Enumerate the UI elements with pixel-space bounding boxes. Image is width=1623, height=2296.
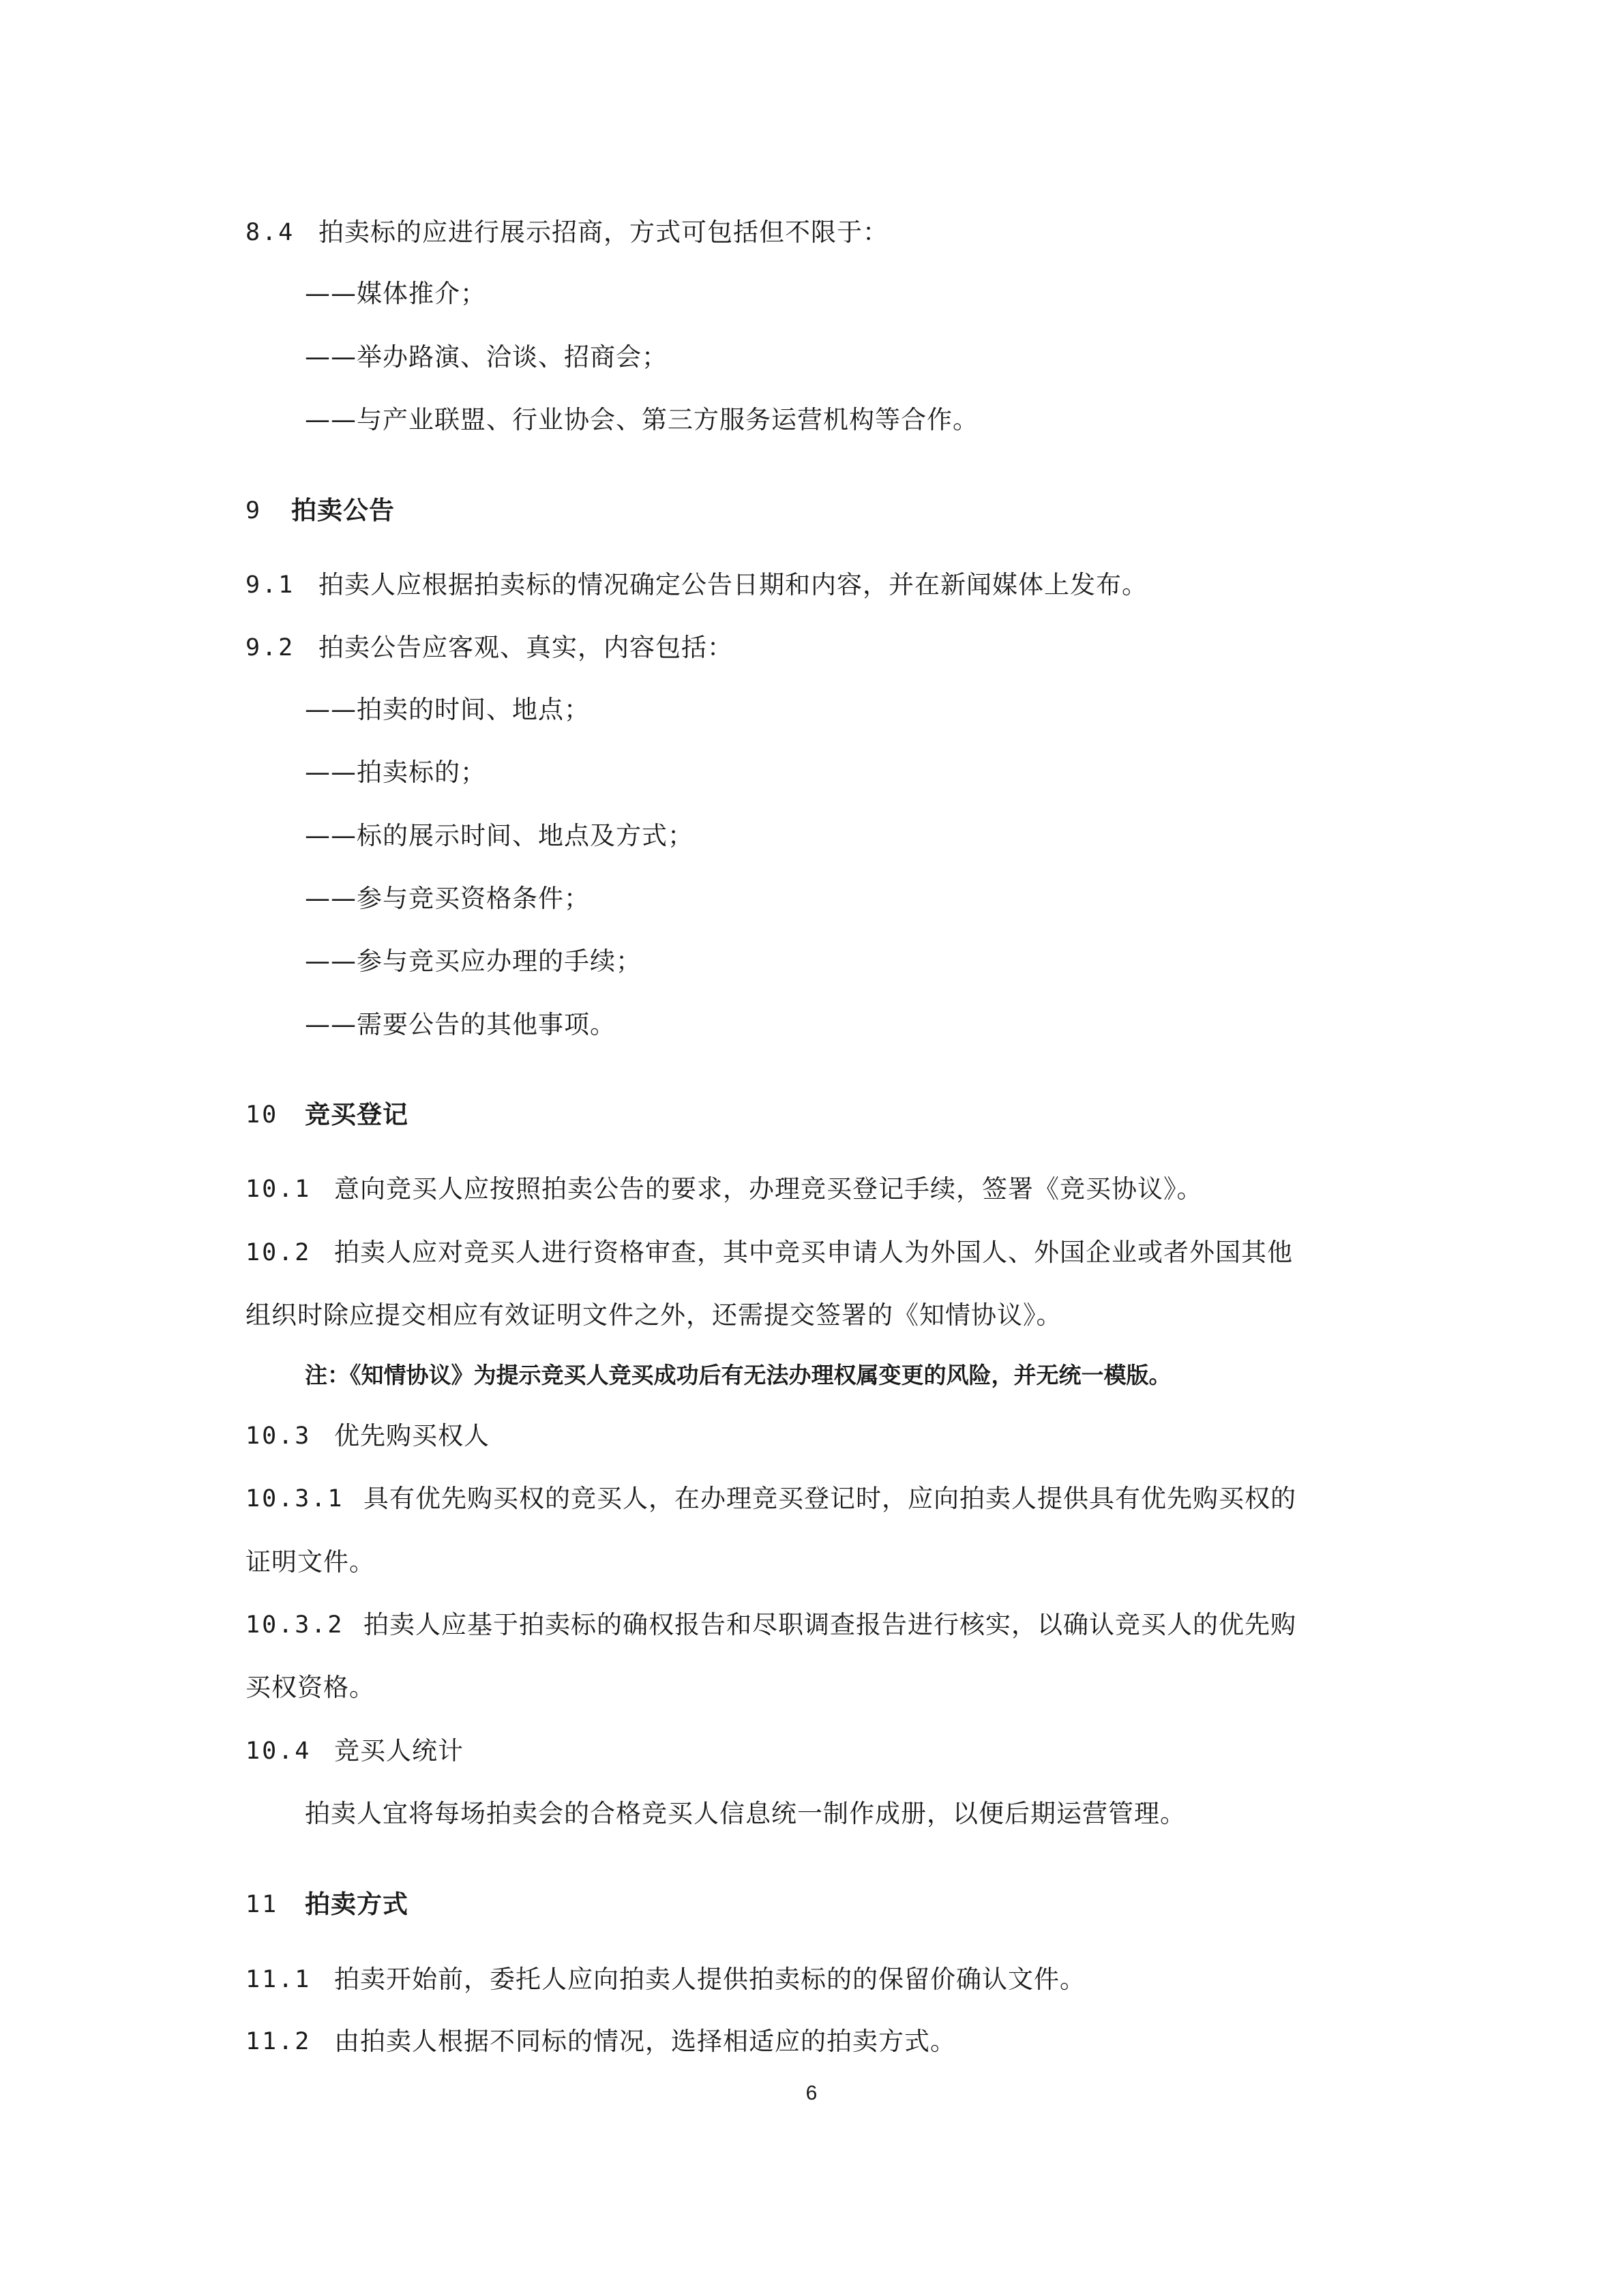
clause-text: 优先购买权人 [334,1421,490,1450]
clause-number: 10.3.2 [245,1611,344,1639]
clause-note: 注：《知情协议》为提示竞买人竞买成功后有无法办理权属变更的风险，并无统一模版。 [305,1362,1172,1388]
clause-text: 拍卖公告应客观、真实，内容包括： [318,633,733,662]
section-title: 拍卖公告 [291,496,395,525]
list-item: ——拍卖的时间、地点； [305,695,590,724]
list-item: ——需要公告的其他事项。 [305,1010,616,1039]
clause-text: 拍卖人应对竞买人进行资格审查，其中竞买申请人为外国人、外国企业或者外国其他 [334,1238,1293,1267]
list-item: ——参与竞买资格条件； [305,884,590,913]
clause-number: 11.1 [245,1966,312,1993]
clause-text: 由拍卖人根据不同标的情况，选择相适应的拍卖方式。 [334,2027,956,2056]
clause-text: 拍卖开始前，委托人应向拍卖人提供拍卖标的的保留价确认文件。 [334,1965,1086,1994]
clause-number: 8.4 [245,219,295,246]
list-item: ——参与竞买应办理的手续； [305,946,642,976]
section-title: 拍卖方式 [305,1890,408,1919]
list-item: ——媒体推介； [305,279,486,308]
section-title: 竞买登记 [305,1100,408,1129]
clause-number: 11.2 [245,2028,312,2055]
clause-text-continuation: 组织时除应提交相应有效证明文件之外，还需提交签署的《知情协议》。 [245,1300,1062,1330]
list-item: ——与产业联盟、行业协会、第三方服务运营机构等合作。 [305,405,979,434]
clause-number: 10.1 [245,1176,312,1203]
clause-text: 具有优先购买权的竞买人，在办理竞买登记时，应向拍卖人提供具有优先购买权的 [363,1484,1296,1513]
clause-text-continuation: 买权资格。 [245,1673,375,1702]
clause-text: 拍卖人应根据拍卖标的情况确定公告日期和内容，并在新闻媒体上发布。 [318,570,1148,599]
section-number: 11 [245,1891,279,1918]
clause-number: 10.3.1 [245,1485,344,1512]
section-number: 10 [245,1101,279,1129]
list-item: ——举办路演、洽谈、招商会； [305,342,668,372]
list-item: ——拍卖标的； [305,758,486,787]
clause-number: 10.2 [245,1239,312,1266]
section-number: 9 [245,497,263,524]
clause-text: 竞买人统计 [334,1736,464,1765]
clause-text-continuation: 证明文件。 [245,1547,375,1577]
clause-text: 意向竞买人应按照拍卖公告的要求，办理竞买登记手续，签署《竞买协议》。 [334,1174,1203,1204]
clause-number: 9.2 [245,634,295,661]
page-number: 6 [805,2082,818,2104]
clause-number: 9.1 [245,571,295,599]
clause-text: 拍卖标的应进行展示招商，方式可包括但不限于： [318,218,889,247]
clause-text: 拍卖人应基于拍卖标的确权报告和尽职调查报告进行核实，以确认竞买人的优先购 [363,1610,1296,1639]
clause-number: 10.4 [245,1738,312,1765]
clause-body: 拍卖人宜将每场拍卖会的合格竞买人信息统一制作成册，以便后期运营管理。 [305,1799,1186,1828]
list-item: ——标的展示时间、地点及方式； [305,821,694,850]
clause-number: 10.3 [245,1422,312,1450]
